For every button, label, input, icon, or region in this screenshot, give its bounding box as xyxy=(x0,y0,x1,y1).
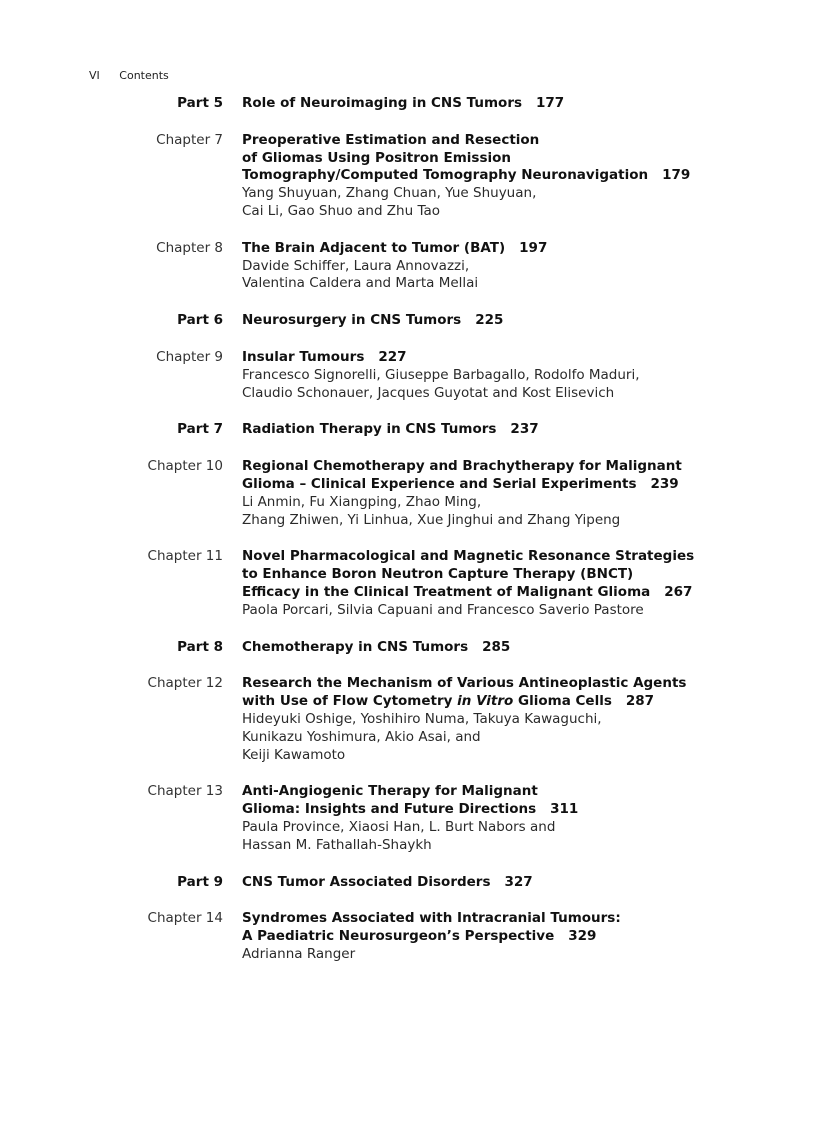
entry-title-line xyxy=(242,675,686,693)
entry-body xyxy=(242,675,686,764)
entry-spacer xyxy=(0,330,816,349)
part-label: Part 7 xyxy=(177,421,223,438)
entry-title-text: Syndromes Associated with Intracranial Tumours: xyxy=(242,910,621,927)
entry-authors-line: Yang Shuyuan, Zhang Chuan, Yue Shuyuan, xyxy=(242,185,537,202)
entry-body xyxy=(242,312,503,330)
chapter-label: Chapter 10 xyxy=(147,458,223,475)
entry-authors-line: Cai Li, Gao Shuo and Zhu Tao xyxy=(242,202,440,219)
entry-page-number: 227 xyxy=(378,348,407,365)
entry-spacer xyxy=(0,113,816,132)
entry-title-text: Preoperative Estimation and Resection xyxy=(242,131,540,148)
entry-body xyxy=(242,421,539,439)
toc-part-entry xyxy=(0,312,816,330)
entry-title-line xyxy=(242,928,621,946)
entry-spacer xyxy=(0,439,816,458)
entry-title-line xyxy=(242,167,690,185)
chapter-label: Chapter 11 xyxy=(147,548,223,565)
entry-title-text: Research the Mechanism of Various Antineoplastic Agents xyxy=(242,675,687,692)
entry-spacer xyxy=(0,855,816,874)
toc-chapter-entry xyxy=(0,458,816,529)
entry-body xyxy=(242,548,694,619)
entry-authors-line: Claudio Schonauer, Jacques Guyotat and Kost Elisevich xyxy=(242,384,615,401)
entry-title-text: A Paediatric Neurosurgeon’s Perspective xyxy=(242,928,555,945)
entry-title-line xyxy=(242,548,694,566)
entry-title-line xyxy=(242,476,682,494)
entry-spacer xyxy=(0,764,816,783)
entry-title-text: with Use of Flow Cytometry xyxy=(242,693,458,710)
entry-page-number: 285 xyxy=(482,638,511,655)
entry-page-number: 239 xyxy=(650,475,679,492)
entry-title-text: of Gliomas Using Positron Emission xyxy=(242,149,511,166)
entry-title-text: Anti-Angiogenic Therapy for Malignant xyxy=(242,783,538,800)
entry-title-line xyxy=(242,458,682,476)
entry-page-number: 311 xyxy=(550,801,579,818)
entry-title-line xyxy=(242,349,640,367)
entry-body xyxy=(242,95,564,113)
entry-authors-line: Kunikazu Yoshimura, Akio Asai, and xyxy=(242,728,481,745)
toc-chapter-entry xyxy=(0,349,816,402)
entry-title-line xyxy=(242,240,547,258)
entry-title-line xyxy=(242,95,564,113)
entry-title-line xyxy=(242,584,694,602)
entry-title-line xyxy=(242,801,578,819)
entry-title-line xyxy=(242,150,690,168)
entry-page-number: 329 xyxy=(568,928,597,945)
toc-part-entry xyxy=(0,421,816,439)
toc-part-entry xyxy=(0,639,816,657)
entry-authors-line: Valentina Caldera and Marta Mellai xyxy=(242,275,479,292)
entry-title-text: Novel Pharmacological and Magnetic Resonance Strategies xyxy=(242,548,695,565)
entry-spacer xyxy=(0,656,816,675)
chapter-label: Chapter 8 xyxy=(156,239,223,256)
entry-title-text: Efficacy in the Clinical Treatment of Malignant Glioma xyxy=(242,583,651,600)
entry-body xyxy=(242,458,682,529)
part-label: Part 8 xyxy=(177,638,223,655)
entry-title-text: Insular Tumours xyxy=(242,348,365,365)
entry-title-italic: in Vitro xyxy=(457,693,514,710)
entry-page-number: 179 xyxy=(662,167,691,184)
entry-title-line xyxy=(242,312,503,330)
entry-authors-line: Paula Province, Xiaosi Han, L. Burt Nabors and xyxy=(242,818,556,835)
entry-page-number: 327 xyxy=(504,873,533,890)
entry-page-number: 287 xyxy=(625,693,655,710)
entry-body xyxy=(242,783,578,854)
entry-body xyxy=(242,132,690,221)
entry-body xyxy=(242,240,547,293)
chapter-label: Chapter 13 xyxy=(147,783,223,800)
toc-part-entry xyxy=(0,874,816,892)
entry-title-line xyxy=(242,421,539,439)
entry-authors-line: Hassan M. Fathallah-Shaykh xyxy=(242,836,432,853)
part-label: Part 6 xyxy=(177,312,223,329)
entry-title-text: Chemotherapy in CNS Tumors xyxy=(242,638,469,655)
entry-page-number: 267 xyxy=(664,583,693,600)
entry-title-text: Radiation Therapy in CNS Tumors xyxy=(242,421,497,438)
entry-title-text: Role of Neuroimaging in CNS Tumors xyxy=(242,95,523,111)
entry-body xyxy=(242,910,621,963)
table-of-contents xyxy=(0,95,816,964)
toc-chapter-entry xyxy=(0,783,816,854)
entry-page-number: 225 xyxy=(475,312,504,329)
entry-title-line xyxy=(242,639,510,657)
toc-chapter-entry xyxy=(0,548,816,619)
running-head xyxy=(89,69,169,82)
entry-page-number: 237 xyxy=(510,421,539,438)
entry-page-number: 177 xyxy=(536,95,565,111)
entry-title-line xyxy=(242,693,686,711)
toc-chapter-entry xyxy=(0,240,816,293)
toc-chapter-entry xyxy=(0,675,816,764)
entry-title-text: Tomography/Computed Tomography Neuronavigation xyxy=(242,167,649,184)
toc-chapter-entry xyxy=(0,132,816,221)
entry-title-text: The Brain Adjacent to Tumor (BAT) xyxy=(242,239,506,256)
entry-title-line xyxy=(242,566,694,584)
entry-title-text: Glioma – Clinical Experience and Serial Experiments xyxy=(242,475,637,492)
entry-body xyxy=(242,639,510,657)
entry-authors-line: Keiji Kawamoto xyxy=(242,746,346,763)
entry-title-text: Neurosurgery in CNS Tumors xyxy=(242,312,462,329)
entry-authors-line: Zhang Zhiwen, Yi Linhua, Xue Jinghui and Zhang Yipeng xyxy=(242,511,621,528)
entry-title-text: Regional Chemotherapy and Brachytherapy for Malignant xyxy=(242,458,682,475)
entry-title-line xyxy=(242,132,690,150)
entry-authors-line: Francesco Signorelli, Giuseppe Barbagallo, Rodolfo Maduri, xyxy=(242,366,640,383)
entry-authors-line: Davide Schiffer, Laura Annovazzi, xyxy=(242,257,470,274)
chapter-label: Chapter 12 xyxy=(147,675,223,692)
entry-title-line xyxy=(242,874,533,892)
entry-body xyxy=(242,874,533,892)
entry-title-line xyxy=(242,910,621,928)
part-label: Part 5 xyxy=(177,95,223,111)
toc-part-entry xyxy=(0,95,816,113)
toc-chapter-entry xyxy=(0,910,816,963)
entry-authors-line: Paola Porcari, Silvia Capuani and Francesco Saverio Pastore xyxy=(242,601,644,618)
entry-title-line xyxy=(242,783,578,801)
entry-authors-line: Adrianna Ranger xyxy=(242,945,356,962)
entry-spacer xyxy=(0,620,816,639)
page-number: VI xyxy=(89,69,100,82)
entry-body xyxy=(242,349,640,402)
chapter-label: Chapter 9 xyxy=(156,348,223,365)
entry-title-text: to Enhance Boron Neutron Capture Therapy (BNCT) xyxy=(242,566,634,583)
entry-authors-line: Li Anmin, Fu Xiangping, Zhao Ming, xyxy=(242,493,482,510)
entry-title-text: Glioma: Insights and Future Directions xyxy=(242,801,537,818)
entry-authors-line: Hideyuki Oshige, Yoshihiro Numa, Takuya Kawaguchi, xyxy=(242,710,602,727)
entry-spacer xyxy=(0,221,816,240)
chapter-label: Chapter 7 xyxy=(156,131,223,148)
entry-spacer xyxy=(0,891,816,910)
entry-page-number: 197 xyxy=(519,239,548,256)
entry-title-text: Glioma Cells xyxy=(513,693,612,710)
entry-title-text: CNS Tumor Associated Disorders xyxy=(242,873,491,890)
entry-spacer xyxy=(0,529,816,548)
entry-spacer xyxy=(0,293,816,312)
entry-spacer xyxy=(0,402,816,421)
part-label: Part 9 xyxy=(177,873,223,890)
chapter-label: Chapter 14 xyxy=(147,910,223,927)
section-title: Contents xyxy=(119,69,169,82)
